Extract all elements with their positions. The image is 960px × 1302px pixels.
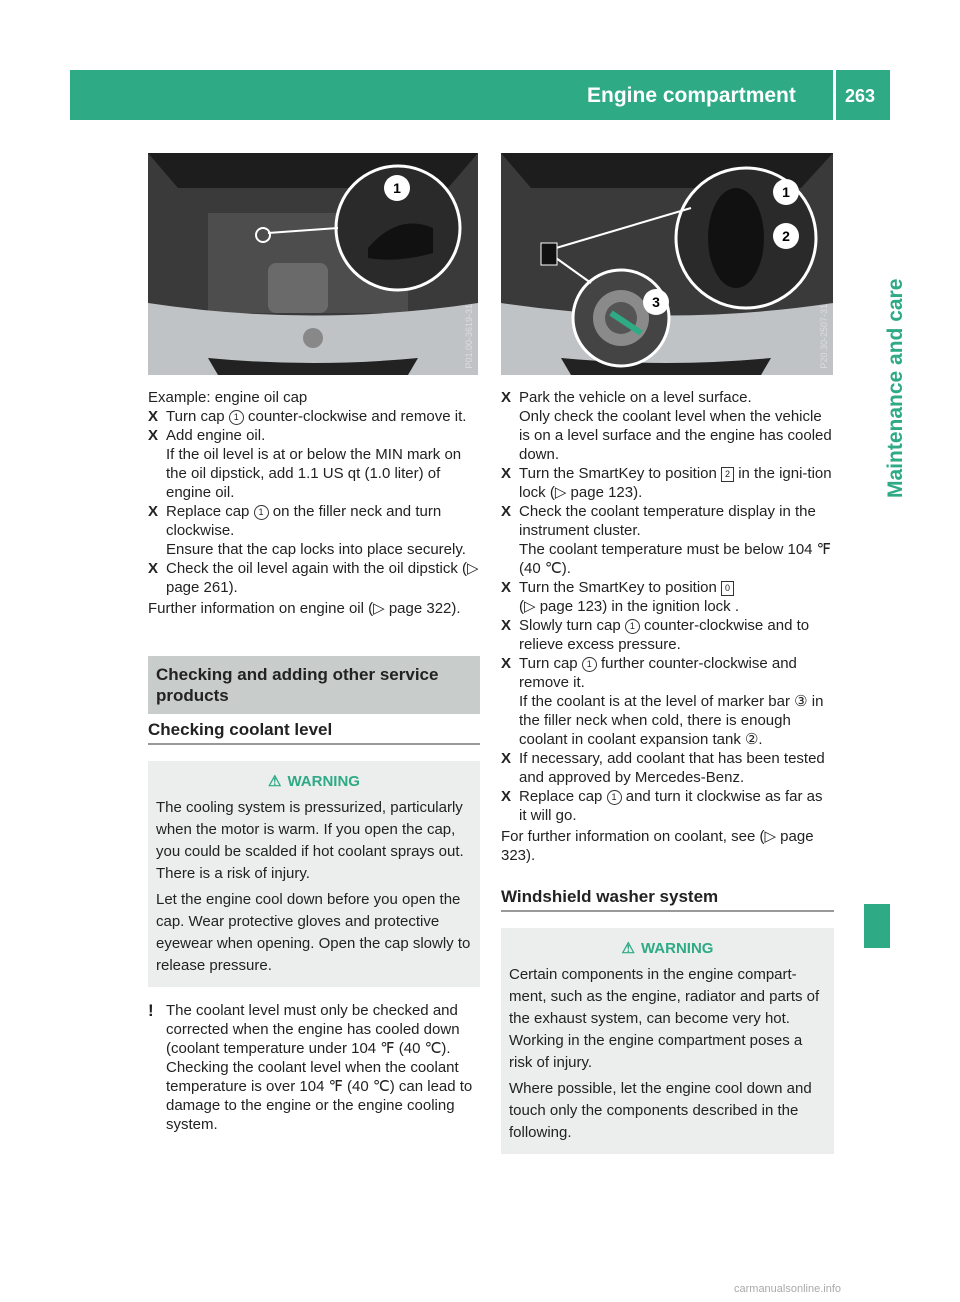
warning-icon: ⚠	[621, 940, 635, 957]
warning-title: ⚠ WARNING	[156, 771, 472, 793]
chapter-side-label: Maintenance and care	[884, 278, 907, 498]
step-marker-icon: X	[501, 655, 512, 672]
step-marker-icon: X	[501, 503, 512, 520]
coolant-subheading: Checking coolant level	[148, 720, 480, 745]
warning-title: ⚠ WARNING	[509, 938, 826, 960]
note	[148, 1001, 480, 1134]
callout-number: 1	[625, 619, 640, 634]
section-title-header: Engine compartment	[587, 84, 796, 107]
further-info-coolant: For further information on coolant, see (▷ page 323).	[501, 828, 814, 864]
oil-steps	[148, 407, 480, 597]
warning-box	[148, 761, 480, 987]
instruction-step: X Add engine oil. If the oil level is at or below the MIN mark on the oil dipstick, add 1.1 US qt (1.0 liter) of engine oil.	[148, 427, 462, 501]
step-marker-icon: X	[501, 617, 512, 634]
note-text: The coolant level must only be checked and corrected when the engine has cooled down (coolant temperature under 104 ℉ (40 ℃). Checking the coolant level when the coolant temperature is over 104 ℉ (40 ℃) can lead to damage to the engine or the engine cooling system.	[166, 1002, 473, 1133]
warning-text: Certain components in the engine compart-ment, such as the engine, radiator and parts of the exhaust system, can become very hot. Working in the engine compartment poses a risk of injury.	[509, 966, 820, 1071]
step-marker-icon: X	[148, 408, 159, 425]
step-marker-icon: X	[148, 560, 159, 577]
step-marker-icon: X	[501, 389, 512, 406]
instruction-step: X Replace cap 1 on the filler neck and turn clockwise. Ensure that the cap locks into place securely.	[148, 503, 466, 558]
warning-box	[501, 928, 834, 1154]
instruction-step: X Turn cap 1 counter-clockwise and remove it.	[148, 408, 467, 425]
right-column	[501, 388, 834, 1154]
engine-photo-illustration	[148, 153, 478, 375]
step-marker-icon: X	[501, 788, 512, 805]
step-marker-icon: X	[501, 579, 512, 596]
instruction-step: X Turn the SmartKey to position 2 in the igni-tion lock (▷ page 123).	[501, 465, 832, 501]
instruction-step: X Replace cap 1 and turn it clockwise as far as it will go.	[501, 788, 823, 824]
page-number: 263	[845, 86, 876, 106]
photo-code: P20.30-2507-31	[819, 304, 829, 369]
callout-1: 1	[773, 179, 799, 205]
step-marker-icon: X	[501, 750, 512, 767]
chapter-tab	[864, 904, 890, 948]
further-info-oil: Further information on engine oil (▷ page 322).	[148, 600, 461, 617]
callout-number: 1	[254, 505, 269, 520]
section-heading: Checking and adding other service products	[148, 656, 480, 714]
engine-oil-cap-photo	[148, 153, 478, 375]
warning-text: Where possible, let the engine cool down and touch only the components described in the following.	[509, 1080, 812, 1141]
key-position: 2	[721, 467, 734, 482]
callout-number: 1	[607, 790, 622, 805]
callout-number: 1	[229, 410, 244, 425]
instruction-step: X Slowly turn cap 1 counter-clockwise and to relieve excess pressure.	[501, 617, 810, 653]
washer-subheading: Windshield washer system	[501, 887, 834, 912]
warning-text: The cooling system is pressurized, particularly when the motor is warm. If you open the cap, you could be scalded if hot coolant sprays out. There is a risk of injury.	[156, 799, 464, 882]
step-marker-icon: X	[501, 465, 512, 482]
instruction-step: X Turn cap 1 further counter-clockwise and remove it. If the coolant is at the level of marker bar ③ in the filler neck when cold, there is enough coolant in coolant expansion tank ②.	[501, 655, 824, 748]
step-marker-icon: X	[148, 427, 159, 444]
left-column	[148, 388, 480, 1134]
callout-3: 3	[643, 289, 669, 315]
photo-code: P01.00-3619-31	[464, 304, 474, 369]
instruction-step: X Check the coolant temperature display in the instrument cluster. The coolant temperature must be below 104 ℉ (40 ℃).	[501, 503, 831, 577]
caution-icon: !	[148, 1001, 154, 1020]
instruction-step: X Park the vehicle on a level surface. Only check the coolant level when the vehicle is on a level surface and the engine has cooled down.	[501, 389, 832, 463]
coolant-tank-photo	[501, 153, 833, 375]
instruction-step: X If necessary, add coolant that has been tested and approved by Mercedes-Benz.	[501, 750, 825, 786]
instruction-step: X Check the oil level again with the oil dipstick (▷ page 261).	[148, 560, 479, 596]
watermark: carmanualsonline.info	[734, 1283, 842, 1295]
callout-2: 2	[773, 223, 799, 249]
warning-icon: ⚠	[268, 773, 282, 790]
key-position: 0	[721, 581, 734, 596]
instruction-step: X Turn the SmartKey to position 0 (▷ page 123) in the ignition lock .	[501, 579, 739, 615]
step-marker-icon: X	[148, 503, 159, 520]
header-separator	[833, 70, 836, 120]
callout-number: 1	[582, 657, 597, 672]
callout-1: 1	[384, 175, 410, 201]
photo-caption: Example: engine oil cap	[148, 389, 308, 406]
coolant-steps	[501, 388, 834, 825]
warning-text: Let the engine cool down before you open the cap. Wear protective gloves and protective eyewear when opening. Open the cap slowly to release pressure.	[156, 891, 471, 974]
